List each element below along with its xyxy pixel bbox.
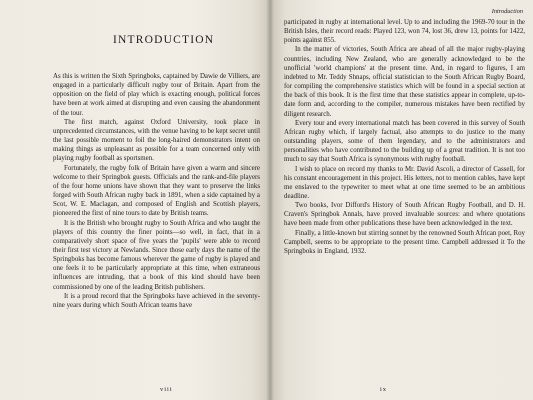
book-gutter — [266, 0, 274, 400]
paragraph: It is the British who brought rugby to South Africa and who taught the players of this country the finer points—so well, in fact, that in a comparatively short space of five years the 'pupils' were able to record their first test victory at Newlands. Since those early days the name of the Springboks has become famous wherever the game of rugby is played and one feels it to be particularly appropriate at this time, when extraneous influences are intruding, that a book of this kind should have been commissioned by one of the leading British publishers. — [53, 219, 260, 291]
paragraph: It is a proud record that the Springboks have achieved in the seventy-nine years during which South African teams have — [53, 292, 260, 309]
page-number: ix — [380, 386, 388, 393]
chapter-heading: INTRODUCTION — [113, 34, 215, 46]
running-head: Introduction — [491, 8, 523, 15]
paragraph: Two books, Ivor Difford's History of South African Rugby Football, and D. H. Craven's Springbok Annals, have proved invaluable sources: and where quotations have been made from other publications these have been acknowledged in the text. — [284, 202, 525, 228]
paragraph: The first match, against Oxford University, took place in unprecedented circumstances, with the venue having to be kept secret until the last possible moment to foil the long-haired demonstrators intent on making things as unpleasant as possible for a team concerned only with playing rugby football as sportsmen. — [53, 118, 260, 163]
page-number: viii — [160, 386, 173, 393]
paragraph: Finally, a little-known but stirring sonnet by the renowned South African poet, Roy Campbell, seems to be appropriate to the present time. Campbell addressed it To the Springboks in England, 1932. — [284, 229, 525, 255]
paragraph: Fortunately, the rugby folk of Britain have given a warm and sincere welcome to their Springbok guests. Officials and the rank-and-file players of the four home unions have shown that they want to preserve the links forged with South African rugby back in 1891, when a side captained by a Scot, W. E. Maclagan, and composed of English and Scottish players, pioneered the first of nine tours to date by British teams. — [53, 164, 260, 218]
paragraph: I wish to place on record my thanks to Mr. David Ascoli, a director of Cassell, for his constant encouragement in this project. His letters, not to mention cables, have kept me enslaved to the typewriter to meet what at one time seemed to be an ambitious deadline. — [284, 165, 525, 200]
paragraph: In the matter of victories, South Africa are ahead of all the major rugby-playing countries, including New Zealand, who are generally acknowledged to be the unofficial 'world champions' at the present time. And, in regard to figures, I am indebted to Mr. Teddy Shnaps, official statistician to the South African Rugby Board, for compiling the comprehensive statistics which will be found in a special section at the back of this book. It is the first time that these statistics appear in complete, up-to-date form and, according to the compiler, numerous mistakes have been rectified by diligent research. — [284, 46, 525, 118]
right-page — [270, 0, 533, 400]
paragraph: participated in rugby at international level. Up to and including the 1969-70 tour in the British Isles, their record reads: Played 123, won 74, lost 36, drew 13, points for 1422, points against 855. — [284, 19, 525, 45]
paragraph: Every tour and every international match has been covered in this survey of South African rugby which, if largely factual, also attempts to do justice to the many outstanding players, some of them legendary, and to the administrators and personalities who have contributed to the building up of a great tradition. It is not too much to say that South Africa is synonymous with rugby football. — [284, 119, 525, 164]
paragraph: As this is written the Sixth Springboks, captained by Dawie de Villiers, are engaged in a particularly difficult rugby tour of Britain. Apart from the opposition on the field of play which is exacting enough, political forces have been at work aimed at disrupting and even causing the abandonment of the tour. — [53, 73, 260, 117]
